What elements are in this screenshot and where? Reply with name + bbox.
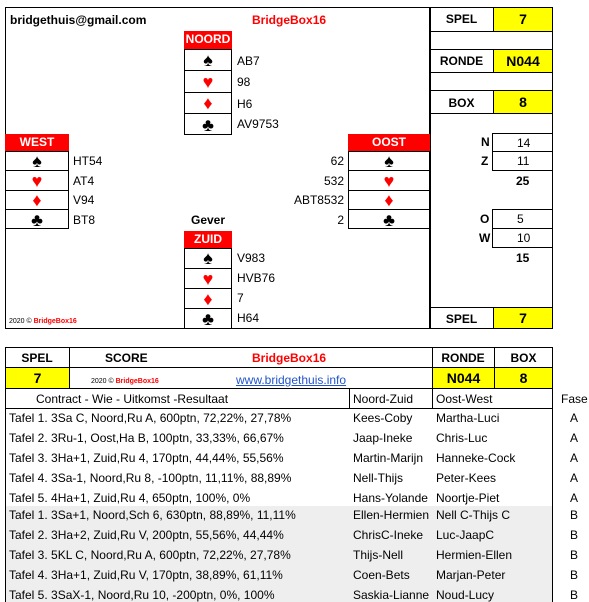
hcp-ow-total: 15 [516, 251, 530, 265]
diamond-icon: ♦ [384, 189, 394, 210]
row-oost-west: Hanneke-Cock [436, 451, 516, 465]
diamond-icon: ♦ [203, 288, 213, 309]
row-fase: B [570, 568, 579, 582]
west-header: WEST [5, 134, 69, 151]
row-noord-zuid: ChrisC-Ineke [353, 528, 424, 542]
box-label: BOX [448, 96, 475, 110]
zuid-spades: V983 [237, 251, 266, 265]
row-noord-zuid: Coen-Bets [353, 568, 410, 582]
spel-label: SPEL [445, 12, 478, 26]
row-result: Tafel 4. 3Ha+1, Zuid,Ru V, 170ptn, 38,89%, 61,11% [9, 568, 283, 582]
score-label: SCORE [105, 351, 148, 365]
row-result: Tafel 1. 3Sa+1, Noord,Sch 6, 630ptn, 88,89%, 11,11% [9, 508, 296, 522]
score-logo: BridgeBox16 [252, 351, 327, 365]
oost-spades: 62 [330, 154, 344, 168]
score-copyright: 2020 © BridgeBox16 [91, 378, 159, 385]
hcp-z-label: Z [481, 154, 489, 168]
spel-label-bottom: SPEL [445, 312, 478, 326]
dealer-label: Gever [191, 213, 226, 227]
row-oost-west: Luc-JaapC [436, 528, 495, 542]
hcp-o-label: O [480, 212, 490, 226]
row-result: Tafel 4. 3Sa-1, Noord,Ru 8, -100ptn, 11,11%, 88,89% [9, 471, 292, 485]
col-contract: Contract - Wie - Uitkomst -Resultaat [36, 392, 229, 406]
score-ronde-value: N044 [446, 370, 481, 386]
row-result: Tafel 2. 3Ha+2, Zuid,Ru V, 200ptn, 55,56%, 44,44% [9, 528, 284, 542]
row-noord-zuid: Hans-Yolande [353, 491, 428, 505]
row-oost-west: Noortje-Piet [436, 491, 500, 505]
hcp-nz-total: 25 [516, 174, 530, 188]
row-oost-west: Nell C-Thijs C [436, 508, 511, 522]
row-result: Tafel 1. 3Sa C, Noord,Ru A, 600ptn, 72,22%, 27,78% [9, 411, 292, 425]
row-oost-west: Peter-Kees [436, 471, 497, 485]
row-result: Tafel 5. 4Ha+1, Zuid,Ru 4, 650ptn, 100%, 0% [9, 491, 251, 505]
spade-icon: ♠ [384, 150, 394, 171]
oost-hearts: 532 [323, 174, 344, 188]
zuid-hearts: HVB76 [237, 271, 276, 285]
hcp-o-value: 5 [492, 209, 553, 229]
diamond-icon: ♦ [203, 93, 213, 113]
spade-icon: ♠ [203, 50, 213, 70]
row-oost-west: Martha-Luci [436, 411, 500, 425]
hcp-z-value: 11 [492, 151, 553, 171]
hcp-n-label: N [481, 135, 490, 149]
row-noord-zuid: Nell-Thijs [353, 471, 404, 485]
noord-diamonds: H6 [237, 97, 253, 111]
noord-spades: AB7 [237, 54, 260, 68]
noord-clubs: AV9753 [237, 117, 279, 131]
hcp-w-value: 10 [492, 228, 553, 248]
row-fase: B [570, 588, 579, 602]
oost-diamonds: ABT8532 [293, 193, 344, 207]
email: bridgethuis@gmail.com [10, 13, 147, 27]
hcp-w-label: W [479, 231, 491, 245]
copyright-top: 2020 © BridgeBox16 [9, 318, 77, 325]
zuid-header: ZUID [184, 231, 232, 248]
row-noord-zuid: Jaap-Ineke [353, 431, 413, 445]
row-fase: B [570, 548, 579, 562]
hcp-n-value: 14 [492, 133, 553, 152]
row-result: Tafel 5. 3SaX-1, Noord,Ru 10, -200ptn, 0%, 100% [9, 588, 275, 602]
row-noord-zuid: Martin-Marijn [353, 451, 424, 465]
row-noord-zuid: Ellen-Hermien [353, 508, 430, 522]
row-fase: A [570, 471, 579, 485]
box-value: 8 [519, 94, 527, 110]
row-result: Tafel 3. 5KL C, Noord,Ru A, 600ptn, 72,22%, 27,78% [9, 548, 291, 562]
heart-icon: ♥ [31, 170, 43, 191]
spade-icon: ♠ [32, 150, 42, 171]
spel-value-bottom: 7 [519, 310, 527, 326]
row-noord-zuid: Kees-Coby [353, 411, 413, 425]
heart-icon: ♥ [383, 170, 395, 191]
row-oost-west: Hermien-Ellen [436, 548, 513, 562]
club-icon: ♣ [383, 209, 395, 230]
row-fase: B [570, 508, 579, 522]
row-fase: A [570, 451, 579, 465]
zuid-diamonds: 7 [237, 291, 244, 305]
col-fase: Fase [561, 392, 588, 406]
heart-icon: ♥ [202, 268, 214, 289]
row-oost-west: Chris-Luc [436, 431, 488, 445]
score-spel-value: 7 [33, 370, 42, 386]
score-spel-label: SPEL [21, 351, 53, 365]
club-icon: ♣ [31, 209, 43, 230]
spade-icon: ♠ [203, 248, 213, 268]
row-fase: B [570, 528, 579, 542]
score-box-label: BOX [510, 351, 537, 365]
west-clubs: BT8 [73, 213, 96, 227]
score-ronde-label: RONDE [441, 351, 485, 365]
oost-clubs: 2 [337, 213, 344, 227]
row-fase: A [570, 411, 579, 425]
score-box-value: 8 [519, 370, 528, 386]
noord-header: NOORD [184, 31, 232, 49]
row-result: Tafel 2. 3Ru-1, Oost,Ha B, 100ptn, 33,33%, 66,67% [9, 431, 284, 445]
club-icon: ♣ [202, 309, 214, 329]
row-fase: A [570, 491, 579, 505]
west-diamonds: V94 [73, 193, 95, 207]
website-link[interactable]: www.bridgethuis.info [236, 373, 347, 387]
zuid-clubs: H64 [237, 311, 260, 325]
spel-value: 7 [519, 11, 527, 27]
west-spades: HT54 [73, 154, 103, 168]
col-noord-zuid: Noord-Zuid [353, 392, 414, 406]
row-noord-zuid: Thijs-Nell [353, 548, 404, 562]
col-oost-west: Oost-West [436, 392, 493, 406]
row-oost-west: Noud-Lucy [436, 588, 495, 602]
west-hearts: AT4 [73, 174, 95, 188]
club-icon: ♣ [202, 114, 214, 135]
row-result: Tafel 3. 3Ha+1, Zuid,Ru 4, 170ptn, 44,44%, 55,56% [9, 451, 284, 465]
oost-header: OOST [348, 134, 430, 151]
diamond-icon: ♦ [32, 189, 42, 210]
row-fase: A [570, 431, 579, 445]
ronde-label: RONDE [439, 54, 484, 68]
row-noord-zuid: Saskia-Lianne [353, 588, 430, 602]
row-oost-west: Marjan-Peter [436, 568, 506, 582]
heart-icon: ♥ [202, 71, 214, 92]
ronde-value: N044 [506, 53, 540, 69]
brand-logo: BridgeBox16 [252, 13, 327, 27]
noord-hearts: 98 [237, 75, 251, 89]
